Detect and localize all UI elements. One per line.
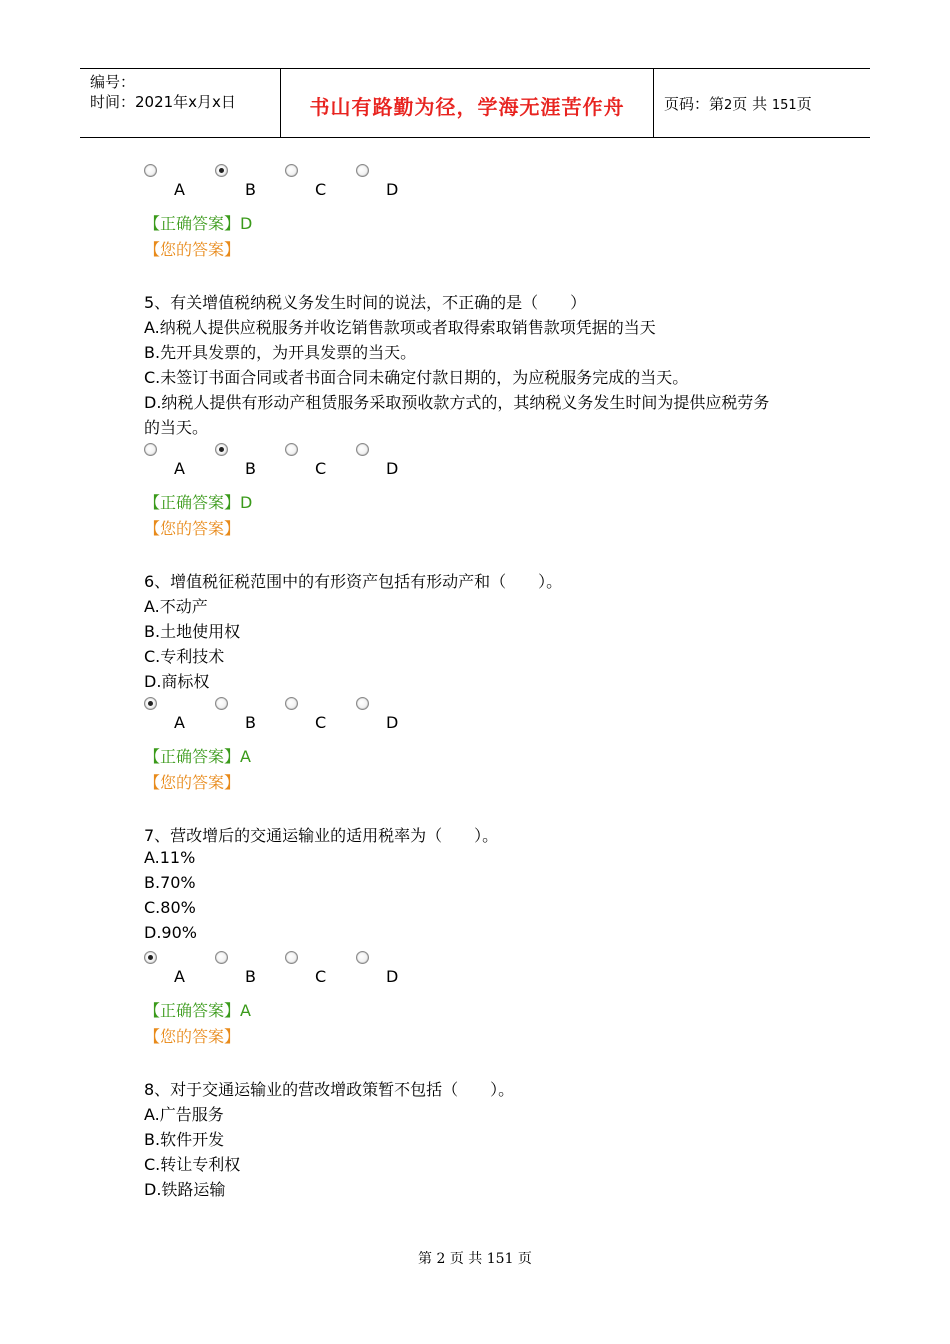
q8-option-d: D.铁路运输 <box>144 1180 226 1199</box>
q6-option-c: C.专利技术 <box>144 647 225 666</box>
option-letter: B <box>245 967 256 986</box>
correct-answer-value: D <box>240 493 253 512</box>
q7-option-a: A.11% <box>144 848 196 867</box>
q7-option-b: B.70% <box>144 873 196 892</box>
option-letter: D <box>386 967 399 986</box>
correct-answer-value: A <box>240 1001 251 1020</box>
motto: 书山有路勤为径，学海无涯苦作舟 <box>309 95 625 119</box>
question-8-text: 8、对于交通运输业的营改增政策暂不包括（ ）。 <box>144 1080 515 1099</box>
radio-button[interactable] <box>144 443 157 456</box>
option-letter: A <box>174 713 185 732</box>
option-b[interactable] <box>215 951 275 991</box>
option-letter: A <box>174 180 185 199</box>
question-5-text: 5、有关增值税纳税义务发生时间的说法，不正确的是（ ） <box>144 293 587 312</box>
q6-option-d: D.商标权 <box>144 672 210 691</box>
option-d[interactable] <box>356 443 416 483</box>
question-6-text: 6、增值税征税范围中的有形资产包括有形动产和（ ）。 <box>144 572 563 591</box>
your-answer: 【您的答案】 <box>144 519 241 538</box>
option-letter: B <box>245 459 256 478</box>
option-letter: A <box>174 459 185 478</box>
q8-option-a: A.广告服务 <box>144 1105 224 1124</box>
option-letter: C <box>315 459 327 478</box>
q6-option-a: A.不动产 <box>144 597 208 616</box>
header-page-cell <box>654 69 870 137</box>
radio-button[interactable] <box>356 164 369 177</box>
radio-button[interactable] <box>144 164 157 177</box>
q5-option-b: B.先开具发票的，为开具发票的当天。 <box>144 343 417 362</box>
option-b[interactable] <box>215 443 275 483</box>
radio-button[interactable] <box>144 697 157 710</box>
radio-button[interactable] <box>285 164 298 177</box>
option-a[interactable] <box>144 164 204 204</box>
option-letter: B <box>245 713 256 732</box>
answer-radio-group <box>144 951 444 991</box>
radio-button[interactable] <box>215 697 228 710</box>
page-header <box>80 68 870 138</box>
option-c[interactable] <box>285 443 345 483</box>
option-d[interactable] <box>356 697 416 737</box>
radio-button[interactable] <box>356 697 369 710</box>
q5-option-d: D.纳税人提供有形动产租赁服务采取预收款方式的，其纳税义务发生时间为提供应税劳务 <box>144 393 770 412</box>
page-indicator <box>664 93 812 114</box>
option-d[interactable] <box>356 951 416 991</box>
option-letter: C <box>315 180 327 199</box>
radio-button[interactable] <box>215 443 228 456</box>
radio-button[interactable] <box>285 951 298 964</box>
number-label: 编号： <box>90 73 136 91</box>
q8-option-b: B.软件开发 <box>144 1130 225 1149</box>
radio-button[interactable] <box>215 164 228 177</box>
q5-option-a: A.纳税人提供应税服务并收讫销售款项或者取得索取销售款项凭据的当天 <box>144 318 656 337</box>
q6-option-b: B.土地使用权 <box>144 622 241 641</box>
your-answer: 【您的答案】 <box>144 1027 241 1046</box>
option-c[interactable] <box>285 697 345 737</box>
option-letter: D <box>386 713 399 732</box>
page-number: 2 <box>724 98 733 113</box>
option-b[interactable] <box>215 164 275 204</box>
q8-option-c: C.转让专利权 <box>144 1155 241 1174</box>
option-a[interactable] <box>144 443 204 483</box>
correct-answer: 【正确答案】A <box>144 1001 251 1020</box>
header-motto-cell <box>281 69 654 137</box>
page-prefix: 页码：第 <box>664 95 725 113</box>
option-d[interactable] <box>356 164 416 204</box>
radio-button[interactable] <box>285 443 298 456</box>
header-info-cell <box>80 69 281 137</box>
q5-option-c: C.未签订书面合同或者书面合同未确定付款日期的，为应税服务完成的当天。 <box>144 368 689 387</box>
radio-button[interactable] <box>144 951 157 964</box>
page-footer: 第 2 页 共 151 页 <box>418 1251 532 1267</box>
page-suffix: 页 <box>796 95 812 113</box>
option-letter: B <box>245 180 256 199</box>
radio-button[interactable] <box>356 443 369 456</box>
option-letter: A <box>174 967 185 986</box>
option-letter: C <box>315 713 327 732</box>
answer-radio-group <box>144 443 444 483</box>
time-label: 时间：2021年x月x日 <box>90 93 236 111</box>
answer-radio-group <box>144 164 444 204</box>
option-c[interactable] <box>285 164 345 204</box>
radio-button[interactable] <box>356 951 369 964</box>
correct-answer: 【正确答案】D <box>144 493 253 512</box>
q7-option-c: C.80% <box>144 898 196 917</box>
q5-option-d-cont: 的当天。 <box>144 418 209 437</box>
option-letter: C <box>315 967 327 986</box>
correct-answer-value: D <box>240 214 253 233</box>
your-answer: 【您的答案】 <box>144 240 241 259</box>
page-mid: 页 共 <box>732 95 768 113</box>
your-answer: 【您的答案】 <box>144 773 241 792</box>
option-letter: D <box>386 180 399 199</box>
answer-radio-group <box>144 697 444 737</box>
option-c[interactable] <box>285 951 345 991</box>
correct-answer: 【正确答案】D <box>144 214 253 233</box>
option-a[interactable] <box>144 697 204 737</box>
question-7-text: 7、营改增后的交通运输业的适用税率为（ ）。 <box>144 826 499 845</box>
q7-option-d: D.90% <box>144 923 197 942</box>
correct-answer: 【正确答案】A <box>144 747 251 766</box>
radio-button[interactable] <box>215 951 228 964</box>
radio-button[interactable] <box>285 697 298 710</box>
option-a[interactable] <box>144 951 204 991</box>
correct-answer-value: A <box>240 747 251 766</box>
option-letter: D <box>386 459 399 478</box>
page-total: 151 <box>771 98 797 113</box>
option-b[interactable] <box>215 697 275 737</box>
